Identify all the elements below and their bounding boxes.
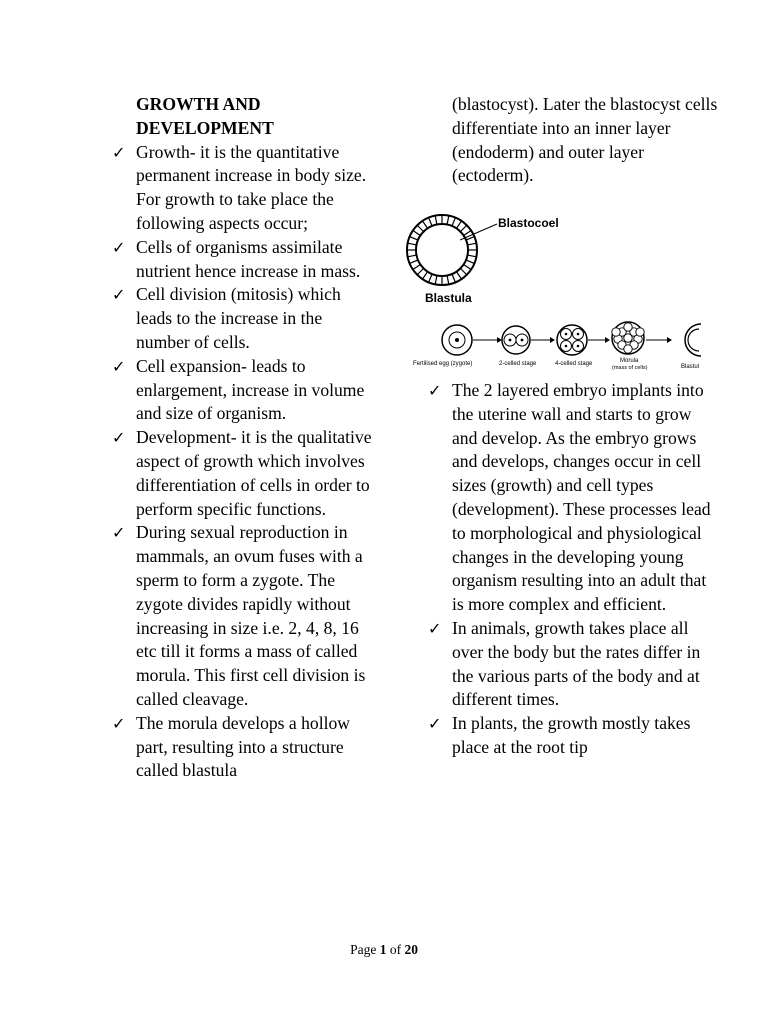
four-celled-stage [557,325,587,355]
arrow-4-head [667,337,672,343]
morula-cell-unit [636,328,644,336]
heading-line-1: GROWTH AND [136,94,261,114]
blastula-partial [685,324,701,356]
blastula-diagram [405,212,605,312]
morula-cell-unit [624,345,632,353]
bullet-item: ✓ The 2 layered embryo implants into the uterine wall and starts to grow and develop. As the embryo grows and develops, changes occur in cell sizes (growth) and cell types (development). These processes lead to morphological and physiological changes in the developing young organism resulting into an adult that is more complex and efficient. [428,380,711,615]
bullet-item: ✓ Development- it is the qualitative aspect of growth which involves differentiation of cells in order to perform specific functions. [112,427,372,519]
checkmark-icon: ✓ [112,142,126,162]
page-footer [0,942,768,958]
bullet-item: ✓ The morula develops a hollow part, resulting into a structure called blastula [112,712,351,781]
right-column-bottom [428,379,718,760]
morula-cell-unit [612,328,620,336]
four-celled-label: 4-celled stage [555,361,593,367]
cleavage-stages-diagram [405,318,705,376]
footer-of: of [389,942,402,957]
checkmark-icon: ✓ [428,714,442,734]
morula-sublabel: (mass of cells) [612,365,648,371]
bullet-item: ✓ Cell division (mitosis) which leads to the increase in the number of cells. [112,284,341,352]
blastula-inner-ring [416,224,468,276]
heading-line-2: DEVELOPMENT [136,117,274,138]
checkmark-icon: ✓ [428,618,442,638]
bullet-item: ✓ In animals, growth takes place all over the body but the rates differ in the various parts of the body and at different times. [428,617,701,710]
left-column [112,93,380,783]
zygote-cell [442,325,472,355]
two-celled-label: 2-celled stage [499,361,537,367]
section-heading [112,93,380,141]
checkmark-icon: ✓ [112,356,126,376]
checkmark-icon: ✓ [112,523,126,543]
right-column-top [428,93,718,188]
bullet-item: ✓ In plants, the growth mostly takes place at the root tip [428,713,691,757]
bullet-item: ✓ Growth- it is the quantitative permanent increase in body size. For growth to take place the following aspects occur; [112,141,367,233]
morula-cell-unit [624,323,632,331]
checkmark-icon: ✓ [112,713,126,733]
bullet-item: ✓ Cells of organisms assimilate nutrient hence increase in mass. [112,236,361,281]
blastula-stage-label: Blastul [681,364,700,370]
arrow-3-head [605,337,610,343]
footer-prefix: Page [350,942,377,957]
checkmark-icon: ✓ [112,428,126,448]
morula-cell-unit [624,334,632,342]
zygote-label: Fertilised egg (zygote) [413,361,473,367]
checkmark-icon: ✓ [112,237,126,257]
blastocoel-label: Blastocoel [498,216,559,230]
two-celled-stage [502,326,530,354]
continuation-paragraph: (blastocyst). Later the blastocyst cells differentiate into an inner layer (endoderm) and outer layer (ectoderm). [452,94,718,186]
checkmark-icon: ✓ [428,381,442,400]
arrow-2-head [550,337,555,343]
morula-cell [612,322,644,354]
bullet-item: ✓ Cell expansion- leads to enlargement, increase in volume and size of organism. [112,355,365,424]
blastula-label: Blastula [425,291,472,305]
checkmark-icon: ✓ [112,285,126,305]
footer-current-page: 1 [379,942,387,957]
morula-label: Morula [620,358,639,364]
footer-total-pages: 20 [404,942,418,957]
bullet-item: ✓ During sexual reproduction in mammals, an ovum fuses with a sperm to form a zygote. The zygote divides rapidly without increasing in size i.e. 2, 4, 8, 16 etc till it forms a mass of called morula. This first cell division is called cleavage. [112,522,366,709]
